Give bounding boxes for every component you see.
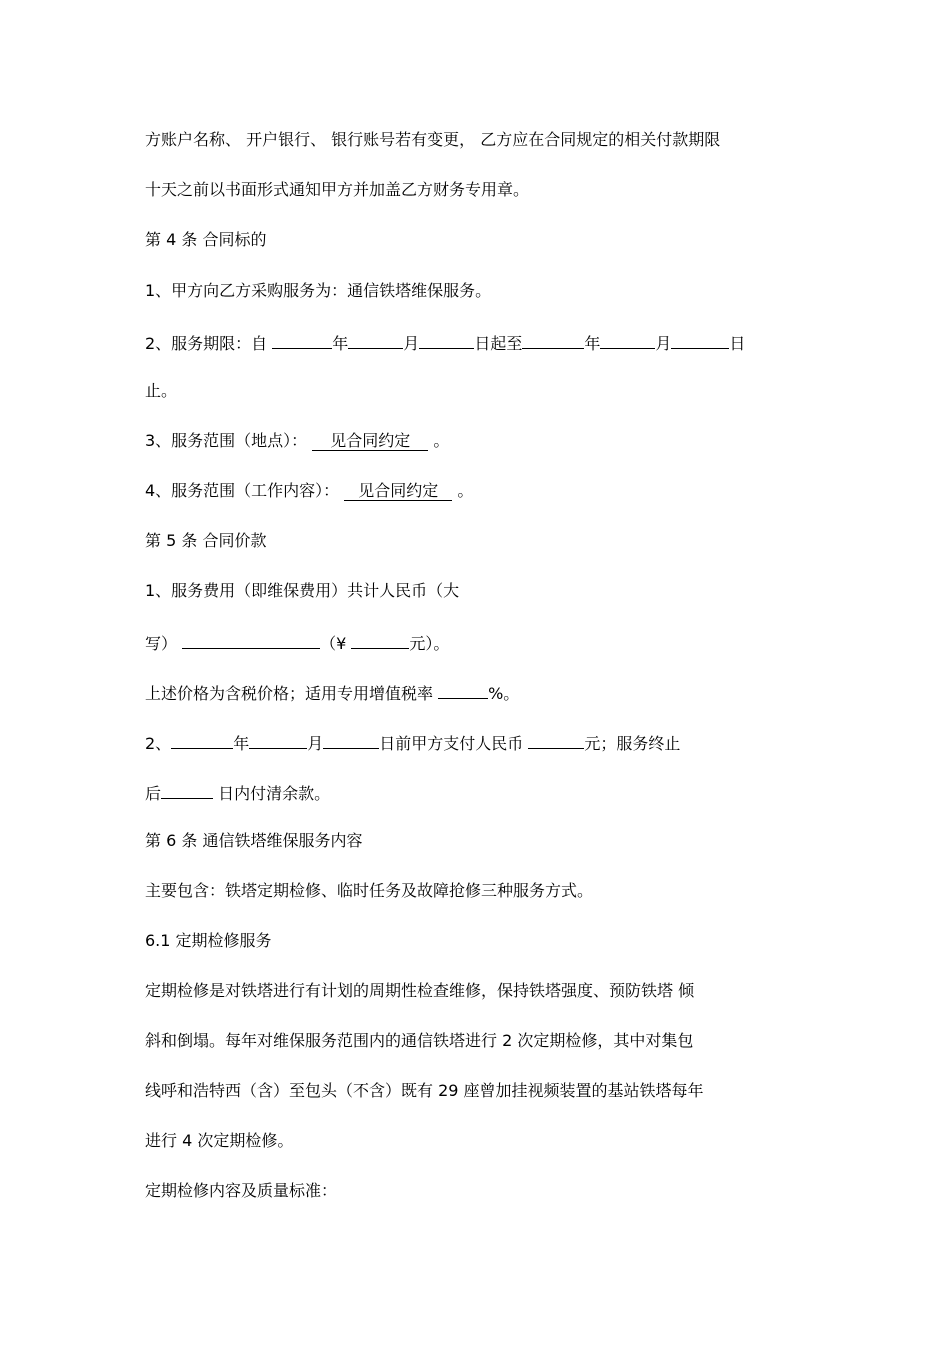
text: 后 <box>145 784 162 803</box>
paragraph-line: 进行 4 次定期检修。 <box>145 1131 294 1150</box>
blank-field <box>249 730 307 749</box>
paragraph-line: 定期检修内容及质量标准： <box>145 1181 338 1200</box>
service-period-line <box>145 330 745 355</box>
paragraph-line: 1、服务费用（即维保费用）共计人民币（大 <box>145 581 460 600</box>
service-scope-location-line <box>145 430 449 452</box>
blank-field <box>171 730 233 749</box>
section-heading: 第 5 条 合同价款 <box>145 531 267 550</box>
blank-field <box>671 330 729 349</box>
blank-field <box>600 330 655 349</box>
blank-field <box>161 780 213 799</box>
paragraph-line: 主要包含：铁塔定期检修、临时任务及故障抢修三种服务方式。 <box>145 881 594 900</box>
text: 。 <box>452 481 474 500</box>
text: 月 <box>403 334 420 353</box>
blank-field <box>182 630 320 649</box>
text: 年 <box>233 734 250 753</box>
text: 。 <box>428 431 450 450</box>
text: 元；服务终止 <box>584 734 681 753</box>
blank-field <box>522 330 584 349</box>
blank-field <box>348 330 403 349</box>
text: 上述价格为含税价格；适用专用增值税率 <box>145 684 439 703</box>
blank-field <box>323 730 379 749</box>
blank-field <box>419 330 474 349</box>
blank-field <box>438 680 488 699</box>
tax-rate-line <box>145 680 519 705</box>
text: 月 <box>307 734 324 753</box>
text: 月 <box>655 334 672 353</box>
blank-field <box>351 630 409 649</box>
price-line <box>145 630 449 655</box>
text: 2、 <box>145 734 172 753</box>
payment-line <box>145 730 680 755</box>
paragraph-line: 斜和倒塌。每年对维保服务范围内的通信铁塔进行 2 次定期检修，其中对集包 <box>145 1031 694 1050</box>
blank-field <box>528 730 584 749</box>
filled-field: 见合同约定 <box>344 481 452 501</box>
text: 日 <box>729 334 746 353</box>
text: 4、服务范围（工作内容）： <box>145 481 345 500</box>
paragraph-line: 方账户名称、 开户银行、 银行账号若有变更， 乙方应在合同规定的相关付款期限 <box>145 130 721 149</box>
text: （¥ <box>320 634 352 653</box>
text: 年 <box>332 334 349 353</box>
text: 日内付清余款。 <box>213 784 331 803</box>
text: 2、服务期限：自 <box>145 334 273 353</box>
subsection-heading: 6.1 定期检修服务 <box>145 931 272 950</box>
text: 日起至 <box>474 334 523 353</box>
service-scope-content-line <box>145 480 473 502</box>
text: 3、服务范围（地点）： <box>145 431 313 450</box>
paragraph-line: 十天之前以书面形式通知甲方并加盖乙方财务专用章。 <box>145 180 530 199</box>
paragraph-line: 1、甲方向乙方采购服务为：通信铁塔维保服务。 <box>145 281 492 300</box>
paragraph-line: 止。 <box>145 381 178 400</box>
filled-field: 见合同约定 <box>312 431 428 451</box>
text: 元）。 <box>409 634 450 653</box>
paragraph-line: 定期检修是对铁塔进行有计划的周期性检查维修，保持铁塔强度、预防铁塔 倾 <box>145 981 695 1000</box>
paragraph-line: 线呼和浩特西（含）至包头（不含）既有 29 座曾加挂视频装置的基站铁塔每年 <box>145 1081 704 1100</box>
section-heading: 第 4 条 合同标的 <box>145 230 267 249</box>
section-heading: 第 6 条 通信铁塔维保服务内容 <box>145 831 363 850</box>
blank-field <box>272 330 332 349</box>
text: 日前甲方支付人民币 <box>379 734 529 753</box>
text: 年 <box>584 334 601 353</box>
payment-balance-line <box>145 780 330 805</box>
text: 写） <box>145 634 178 653</box>
text: %。 <box>488 684 520 703</box>
